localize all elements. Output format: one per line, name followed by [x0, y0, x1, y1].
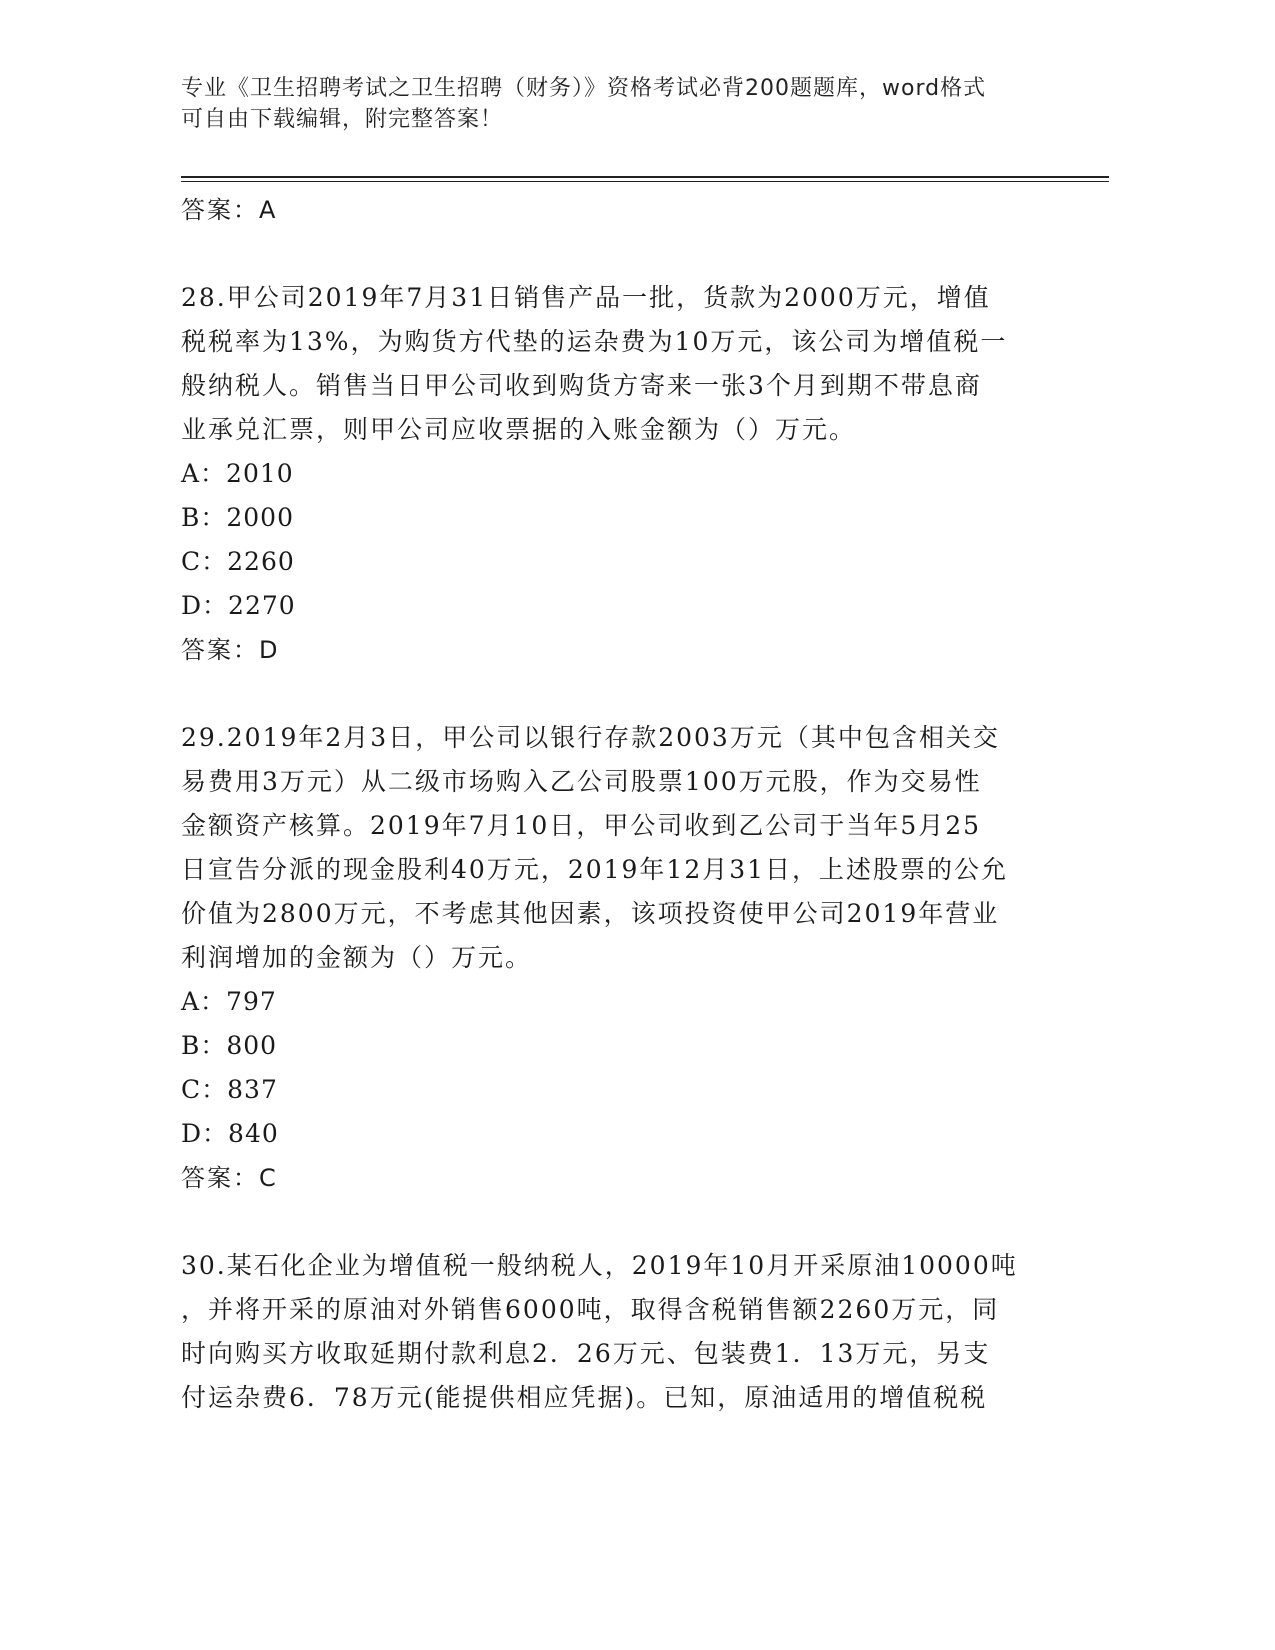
question-text-line: 金额资产核算。2019年7月10日，甲公司收到乙公司于当年5月25 [181, 811, 982, 840]
question-text-line: 付运杂费6．78万元(能提供相应凭据)。已知，原油适用的增值税税 [181, 1383, 988, 1412]
spacer [181, 1200, 1061, 1244]
document-body [181, 188, 1061, 1420]
header-title-line-2: 可自由下载编辑，附完整答案！ [181, 107, 504, 132]
header-title-line-1: 专业《卫生招聘考试之卫生招聘（财务）》资格考试必背200题题库，word格式 [181, 76, 987, 101]
question-text-line: 30.某石化企业为增值税一般纳税人，2019年10月开采原油10000吨 [181, 1251, 1018, 1280]
question-answer: 答案：D [181, 636, 280, 664]
question-text-line: ，并将开采的原油对外销售6000吨，取得含税销售额2260万元，同 [181, 1295, 1000, 1324]
question-30 [181, 1244, 1061, 1420]
option-d: D：840 [181, 1119, 279, 1148]
page-header [181, 73, 1041, 135]
question-text-line: 般纳税人。销售当日甲公司收到购货方寄来一张3个月到期不带息商 [181, 371, 982, 400]
header-divider-thin [181, 181, 1109, 182]
question-text-line: 29.2019年2月3日，甲公司以银行存款2003万元（其中包含相关交 [181, 723, 1000, 752]
option-b: B：2000 [181, 503, 294, 532]
question-text-line: 利润增加的金额为（）万元。 [181, 943, 533, 972]
question-text-line: 税税率为13%，为购货方代垫的运杂费为10万元，该公司为增值税一 [181, 327, 1008, 356]
option-a: A：2010 [181, 459, 294, 488]
question-text-line: 28.甲公司2019年7月31日销售产品一批，货款为2000万元，增值 [181, 283, 991, 312]
option-b: B：800 [181, 1031, 278, 1060]
question-text-line: 价值为2800万元，不考虑其他因素，该项投资使甲公司2019年营业 [181, 899, 1000, 928]
question-text-line: 业承兑汇票，则甲公司应收票据的入账金额为（）万元。 [181, 415, 857, 444]
question-answer: 答案：C [181, 1164, 278, 1192]
previous-question-answer: 答案：A [181, 196, 278, 224]
spacer [181, 232, 1061, 276]
question-28 [181, 276, 1061, 672]
option-d: D：2270 [181, 591, 296, 620]
option-c: C：837 [181, 1075, 278, 1104]
question-29 [181, 716, 1061, 1200]
option-a: A：797 [181, 987, 277, 1016]
question-text-line: 日宣告分派的现金股利40万元，2019年12月31日，上述股票的公允 [181, 855, 1009, 884]
spacer [181, 672, 1061, 716]
question-text-line: 时向购买方收取延期付款利息2．26万元、包装费1．13万元，另支 [181, 1339, 991, 1368]
option-c: C：2260 [181, 547, 295, 576]
question-text-line: 易费用3万元）从二级市场购入乙公司股票100万元股，作为交易性 [181, 767, 982, 796]
header-divider-thick [181, 176, 1109, 178]
